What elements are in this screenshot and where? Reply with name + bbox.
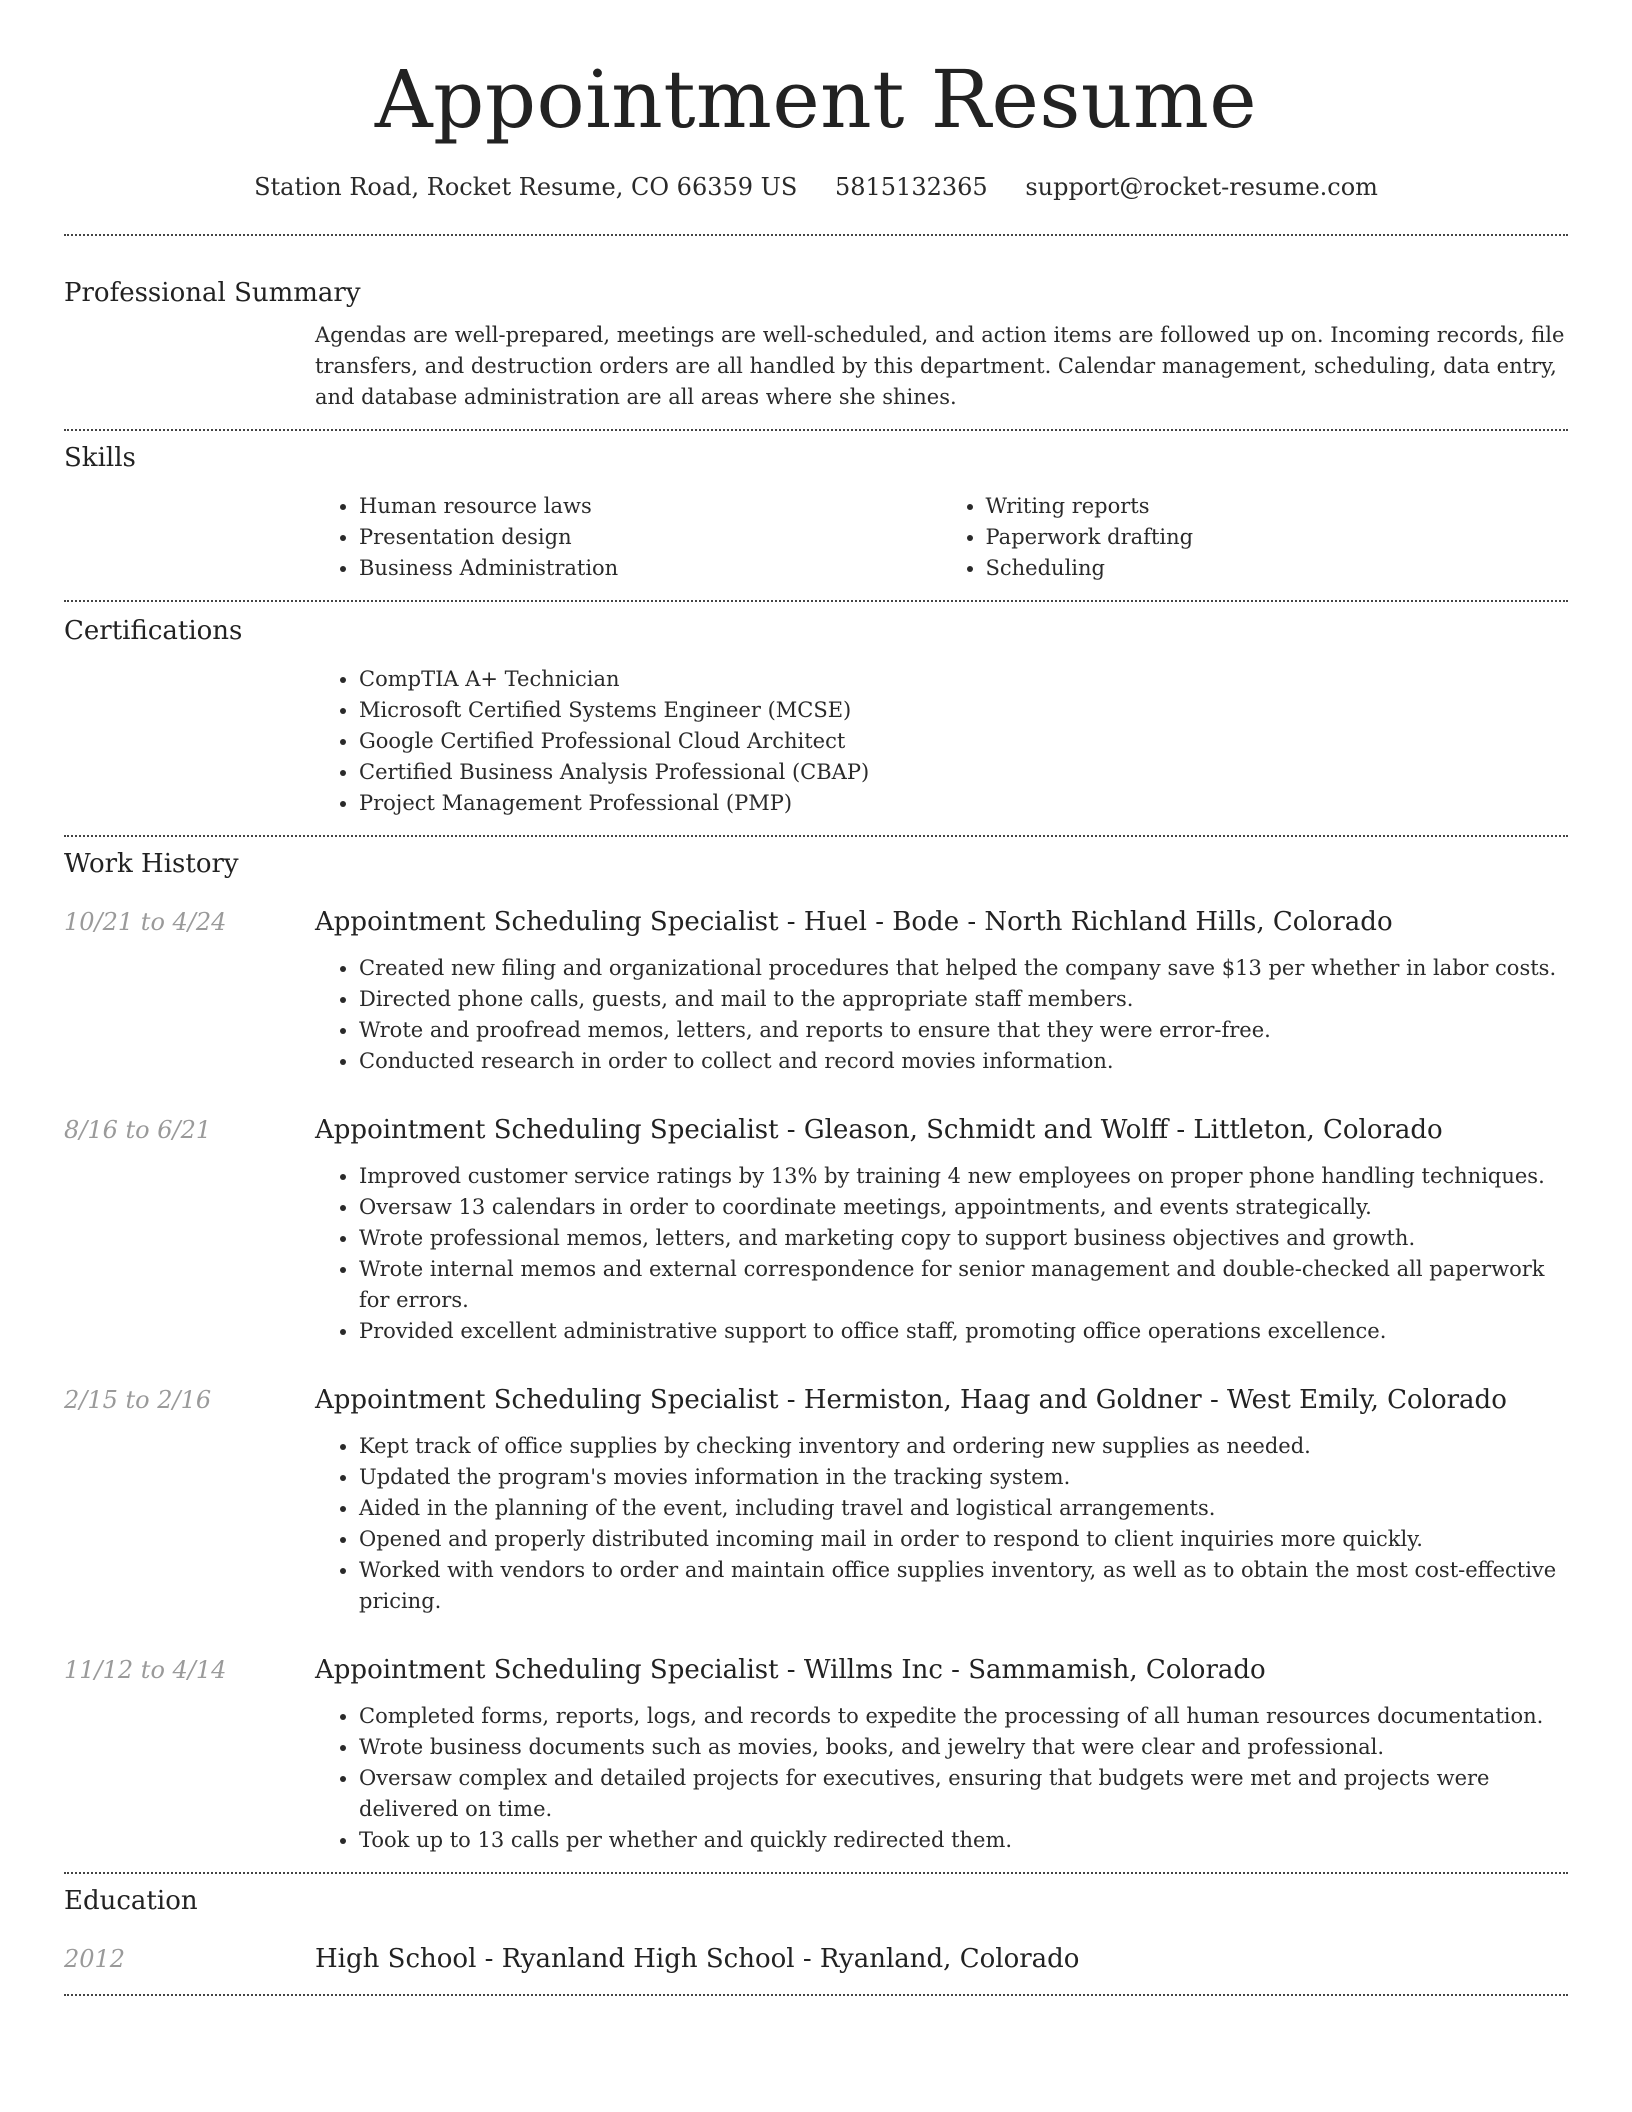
summary-heading: Professional Summary — [64, 278, 361, 308]
job-bullet: • Aided in the planning of the event, including travel and logistical arrangements. — [359, 1493, 1568, 1524]
job-bullet: • Improved customer service ratings by 13% by training 4 new employees on proper phone handling techniques. — [359, 1161, 1568, 1192]
certification-item: • Google Certified Professional Cloud Architect — [359, 726, 1568, 757]
education-section — [64, 1874, 1568, 1996]
resume-title: Appointment Resume — [374, 53, 1258, 146]
job-dates: 10/21 to 4/24 — [64, 908, 227, 936]
job-bullets — [315, 1161, 1568, 1347]
skill-item: • Business Administration — [359, 553, 942, 584]
job-entry — [64, 1383, 1568, 1617]
job-bullets — [315, 953, 1568, 1077]
certifications-heading: Certifications — [64, 616, 243, 646]
education-entry — [64, 1942, 1568, 1976]
job-details — [315, 1383, 1568, 1617]
skills-list-right — [942, 491, 1569, 584]
skills-grid — [64, 491, 1568, 584]
skill-item: • Scheduling — [986, 553, 1569, 584]
job-bullet: • Kept track of office supplies by checking inventory and ordering new supplies as needed. — [359, 1431, 1568, 1462]
job-bullet: • Wrote professional memos, letters, and marketing copy to support business objectives and growth. — [359, 1223, 1568, 1254]
work-history-heading: Work History — [64, 849, 239, 879]
summary-text: Agendas are well-prepared, meetings are well-scheduled, and action items are followed up on. Incoming records, file transfers, and destruction orders are all handled by this department. Calendar management, scheduling, data entry, and database administration are all areas where she shines. — [315, 323, 1565, 409]
summary-section — [64, 236, 1568, 431]
education-year: 2012 — [64, 1945, 126, 1973]
contact-address: Station Road, Rocket Resume, CO 66359 US — [254, 173, 798, 201]
job-bullet: • Oversaw 13 calendars in order to coordinate meetings, appointments, and events strategically. — [359, 1192, 1568, 1223]
job-bullet: • Completed forms, reports, logs, and records to expedite the processing of all human resources documentation. — [359, 1701, 1568, 1732]
job-dates: 11/12 to 4/14 — [64, 1656, 227, 1684]
job-bullet: • Opened and properly distributed incoming mail in order to respond to client inquiries more quickly. — [359, 1524, 1568, 1555]
certifications-body — [64, 664, 1568, 819]
job-entry — [64, 905, 1568, 1077]
job-bullet: • Wrote internal memos and external correspondence for senior management and double-checked all paperwork for errors. — [359, 1254, 1568, 1316]
job-bullet: • Created new filing and organizational procedures that helped the company save $13 per whether in labor costs. — [359, 953, 1568, 984]
job-entry — [64, 1653, 1568, 1856]
job-details — [315, 1113, 1568, 1347]
education-details — [315, 1942, 1568, 1976]
job-heading: Appointment Scheduling Specialist - Gleason, Schmidt and Wolff - Littleton, Colorado — [315, 1115, 1443, 1145]
skill-item: • Presentation design — [359, 522, 942, 553]
contact-email: support@rocket-resume.com — [1025, 173, 1378, 201]
job-bullets — [315, 1701, 1568, 1856]
certification-item: • Certified Business Analysis Professional (CBAP) — [359, 757, 1568, 788]
summary-body — [64, 320, 1568, 413]
job-heading: Appointment Scheduling Specialist - Hermiston, Haag and Goldner - West Emily, Colorado — [315, 1385, 1507, 1415]
job-entry — [64, 1113, 1568, 1347]
job-bullet: • Oversaw complex and detailed projects for executives, ensuring that budgets were met and projects were delivered on time. — [359, 1763, 1568, 1825]
certifications-list — [315, 664, 1568, 819]
job-bullet: • Updated the program's movies information in the tracking system. — [359, 1462, 1568, 1493]
certification-item: • Microsoft Certified Systems Engineer (MCSE) — [359, 695, 1568, 726]
job-dates: 8/16 to 6/21 — [64, 1116, 212, 1144]
skills-heading: Skills — [64, 443, 136, 473]
job-bullet: • Directed phone calls, guests, and mail to the appropriate staff members. — [359, 984, 1568, 1015]
skill-item: • Human resource laws — [359, 491, 942, 522]
contact-phone: 5815132365 — [834, 173, 988, 201]
education-heading-text: High School - Ryanland High School - Ryanland, Colorado — [315, 1944, 1080, 1974]
job-bullets — [315, 1431, 1568, 1617]
job-bullet: • Took up to 13 calls per whether and quickly redirected them. — [359, 1825, 1568, 1856]
job-bullet: • Wrote business documents such as movies, books, and jewelry that were clear and professional. — [359, 1732, 1568, 1763]
skill-item: • Writing reports — [986, 491, 1569, 522]
contact-line — [64, 170, 1568, 204]
job-details — [315, 905, 1568, 1077]
job-bullet: • Conducted research in order to collect and record movies information. — [359, 1046, 1568, 1077]
certifications-section — [64, 602, 1568, 837]
education-heading: Education — [64, 1886, 198, 1916]
work-history-section — [64, 837, 1568, 1874]
job-dates: 2/15 to 2/16 — [64, 1386, 212, 1414]
certification-item: • Project Management Professional (PMP) — [359, 788, 1568, 819]
job-bullet: • Provided excellent administrative support to office staff, promoting office operations excellence. — [359, 1316, 1568, 1347]
job-bullet: • Worked with vendors to order and maintain office supplies inventory, as well as to obtain the most cost-effective pricing. — [359, 1555, 1568, 1617]
skills-section — [64, 431, 1568, 602]
job-heading: Appointment Scheduling Specialist - Willms Inc - Sammamish, Colorado — [315, 1655, 1266, 1685]
skills-list-left — [315, 491, 942, 584]
certification-item: • CompTIA A+ Technician — [359, 664, 1568, 695]
job-heading: Appointment Scheduling Specialist - Huel - Bode - North Richland Hills, Colorado — [315, 907, 1393, 937]
job-details — [315, 1653, 1568, 1856]
skill-item: • Paperwork drafting — [986, 522, 1569, 553]
job-bullet: • Wrote and proofread memos, letters, and reports to ensure that they were error-free. — [359, 1015, 1568, 1046]
